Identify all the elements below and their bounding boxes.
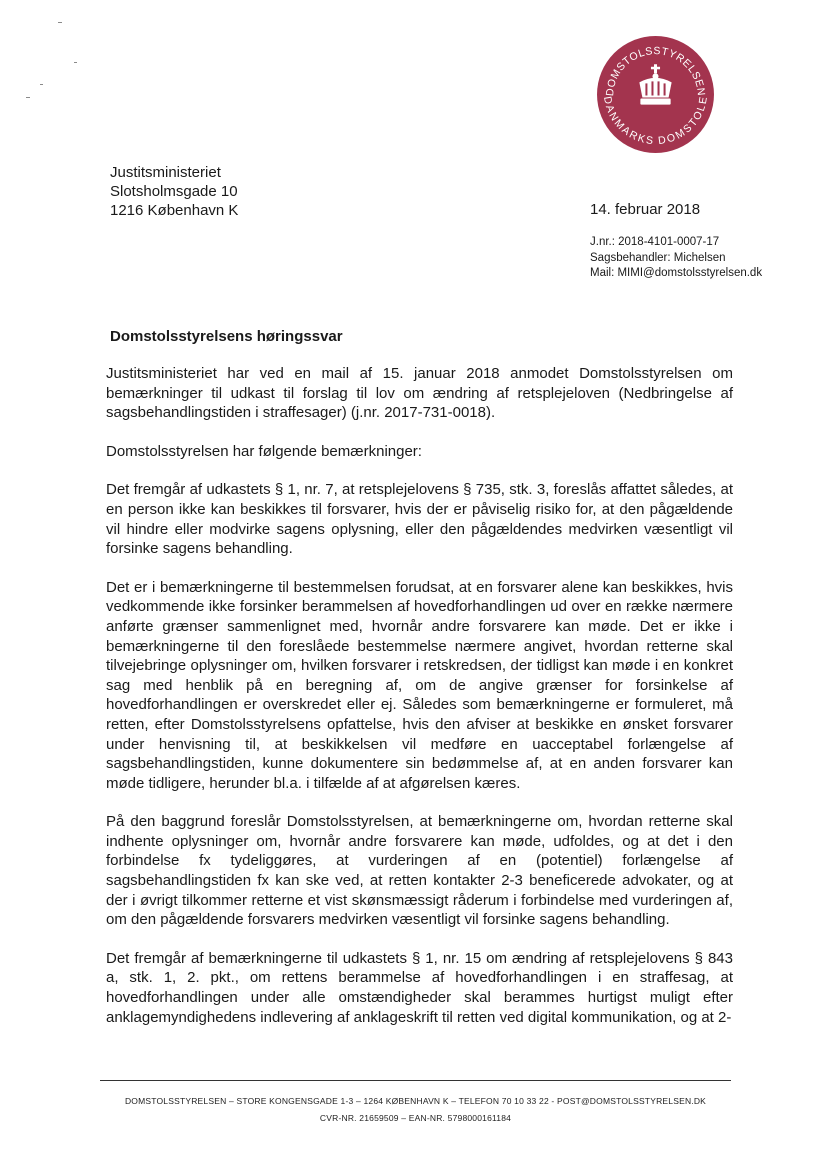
- footer-divider: [100, 1080, 731, 1081]
- letter-date: 14. februar 2018: [590, 201, 701, 218]
- reference-info: [590, 235, 762, 282]
- scan-mark: [74, 62, 77, 63]
- recipient-city: 1216 København K: [110, 202, 239, 219]
- body-paragraph: Det er i bemærkningerne til bestemmelsen forudsat, at en forsvarer alene kan beskikkes, hvis vedkommende ikke forsinker berammelsen af hovedforhandlingen ud over en række nærmere anførte grænser sammenlignet med, hvornår andre forsvarere kan møde. Det er ikke i bemærkningerne til den foreslåede bestemmelse nærmere angivet, hvordan retterne skal tilvejebringe oplysninger om, hvilken forsvarer i retskredsen, der tidligst kan møde i en konkret sag med henblik på en beregning af, om de angive grænser for forsinkelse af hovedforhandlingen er overskredet eller ej. Således som bemærkningerne er formuleret, må retten, efter Domstolsstyrelsens opfattelse, hvis den afviser at beskikke en ønsket forsvarer under henvisning til, at beskikkelsen vil medføre en uacceptabel forlængelse af sagsbehandlingstiden, kunne dokumentere sin bedømmelse af, at en anden forsvarer kan møde tidligere, herunder bl.a. i tilfælde af at afgørelsen kæres.: [106, 578, 733, 792]
- contact-mail: Mail: MIMI@domstolsstyrelsen.dk: [590, 267, 763, 279]
- letter-title: Domstolsstyrelsens høringssvar: [110, 328, 343, 345]
- body-paragraph: Domstolsstyrelsen har følgende bemærkninger:: [106, 442, 422, 460]
- journal-number: J.nr.: 2018-4101-0007-17: [590, 236, 720, 248]
- scan-mark: [58, 22, 62, 23]
- body-paragraph: Det fremgår af bemærkningerne til udkastets § 1, nr. 15 om ændring af retsplejelovens § 843 a, stk. 1, 2. pkt., om rettens berammelse af hovedforhandlingen i en straffesag, at hovedforhandlingen under alle omstændigheder skal berammes hurtigst muligt efter anklagemyndighedens indlevering af anklageskrift til retten ved digital kommunikation, og at 2-: [106, 949, 733, 1026]
- recipient-name: Justitsministeriet: [110, 164, 221, 181]
- caseworker: Sagsbehandler: Michelsen: [590, 251, 726, 264]
- recipient-street: Slotsholmsgade 10: [110, 183, 238, 200]
- recipient-address: [110, 163, 238, 220]
- letter-footer: [100, 1093, 731, 1127]
- seal-bottom-text: DANMARKS DOMSTOLE: [601, 95, 710, 148]
- body-paragraph: Justitsministeriet har ved en mail af 15. januar 2018 anmodet Domstolsstyrelsen om bemærkninger til udkast til forslag til lov om ændring af retsplejeloven (Nedbringelse af sagsbehandlingstiden i straffesager) (j.nr. 2017-731-0018).: [106, 365, 733, 422]
- footer-registration: CVR-NR. 21659509 – EAN-NR. 5798000161184: [319, 1113, 512, 1123]
- scan-mark: [26, 97, 30, 98]
- body-paragraph: Det fremgår af udkastets § 1, nr. 7, at retsplejelovens § 735, stk. 3, foreslås affattet således, at en person ikke kan beskikkes til forsvarer, hvis der er påviselig risiko for, at den pågældende vil hindre eller modvirke sagens oplysning, eller den pågældendes medvirken væsentligt vil forsinke sagens behandling.: [106, 481, 733, 558]
- scan-mark: [40, 84, 43, 85]
- letter-body: [106, 364, 733, 1027]
- domstolsstyrelsen-seal-logo: [595, 34, 716, 155]
- body-paragraph: På den baggrund foreslår Domstolsstyrelsen, at bemærkningerne om, hvordan retterne skal indhente oplysninger om, hvornår andre forsvarere kan møde, udfoldes, og at det i den forbindelse fx tydeliggøres, at vurderingen af en (potentiel) forlængelse af sagsbehandlingstiden fx kan ske ved, at retten kontakter 2-3 beneficerede advokater, og at der i øvrigt tilkommer retterne et vist skønsmæssigt råderum i forbindelse med vurderingen af, om den pågældende forsvarers medvirken væsentligt vil forsinke sagens behandling.: [106, 813, 733, 929]
- footer-address: DOMSTOLSSTYRELSEN – STORE KONGENSGADE 1-3 – 1264 KØBENHAVN K – TELEFON 70 10 33 22 - POST@DOMSTOLSSTYRELSEN.DK: [124, 1096, 707, 1106]
- seal-top-text: DOMSTOLSSTYRELSEN: [603, 45, 708, 97]
